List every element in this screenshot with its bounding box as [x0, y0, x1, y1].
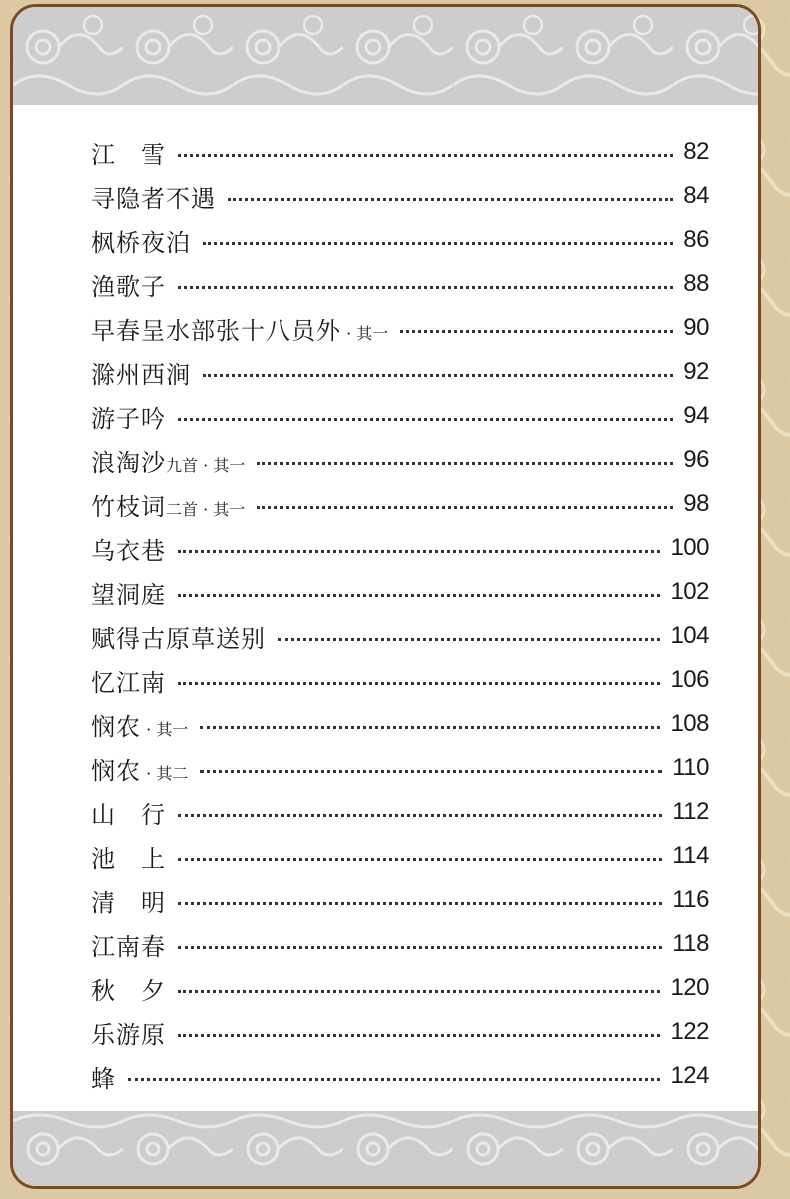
toc-entry-title: [91, 355, 191, 390]
toc-entry-subtitle: · 其二: [141, 763, 189, 783]
toc-entry-subtitle: 二首 · 其一: [166, 499, 246, 519]
toc-entry-title-text: 蜂: [91, 1064, 116, 1093]
toc-entry-title: [91, 399, 166, 434]
toc-entry-page-number: 84: [683, 182, 709, 209]
toc-entry-title: [91, 927, 166, 962]
toc-entry-page-number: 94: [683, 402, 709, 429]
toc-entry-subtitle: 九首 · 其一: [166, 455, 246, 475]
toc-entry-title-text: 清 明: [91, 888, 166, 917]
toc-entry-page-number: 120: [670, 974, 709, 1001]
dot-leader: [200, 726, 660, 729]
toc-entry[interactable]: [91, 356, 709, 388]
toc-entry-title-text: 渔歌子: [91, 272, 166, 301]
toc-entry-title: [91, 663, 166, 698]
toc-entry-page-number: 112: [672, 798, 709, 825]
dot-leader: [400, 330, 673, 333]
toc-entry[interactable]: [91, 664, 709, 696]
toc-entry-title-text: 悯农: [91, 712, 141, 741]
toc-entry-page-number: 124: [670, 1062, 709, 1089]
toc-entry-subtitle: · 其一: [141, 719, 189, 739]
top-ornament-band: [13, 7, 758, 105]
dot-leader: [178, 814, 662, 817]
toc-entry-title: [91, 839, 166, 874]
toc-entry[interactable]: [91, 224, 709, 256]
toc-entry[interactable]: [91, 180, 709, 212]
dot-leader: [178, 902, 662, 905]
dot-leader: [178, 990, 660, 993]
toc-entry-page-number: 86: [683, 226, 709, 253]
toc-entry[interactable]: [91, 312, 709, 344]
dot-leader: [257, 462, 673, 465]
dot-leader: [203, 242, 673, 245]
toc-entry[interactable]: [91, 1060, 709, 1092]
toc-entry[interactable]: [91, 884, 709, 916]
toc-entry-title: [91, 179, 216, 214]
toc-entry-title-text: 乌衣巷: [91, 536, 166, 565]
dot-leader: [203, 374, 673, 377]
toc-card: [10, 4, 761, 1189]
toc-entry[interactable]: [91, 576, 709, 608]
toc-entry[interactable]: [91, 972, 709, 1004]
toc-entry-title-text: 游子吟: [91, 404, 166, 433]
cloud-scroll-ornament: [13, 1111, 758, 1186]
toc-entry[interactable]: [91, 928, 709, 960]
toc-entry[interactable]: [91, 268, 709, 300]
dot-leader: [178, 946, 662, 949]
dot-leader: [178, 286, 673, 289]
toc-entry-page-number: 100: [670, 534, 709, 561]
bottom-ornament-band: [13, 1111, 758, 1186]
toc-entry-page-number: 98: [683, 490, 709, 517]
toc-entry[interactable]: [91, 796, 709, 828]
toc-entry[interactable]: [91, 1016, 709, 1048]
toc-entry-page-number: 88: [683, 270, 709, 297]
toc-entry[interactable]: [91, 488, 709, 520]
toc-entry-title: [91, 1059, 116, 1094]
dot-leader: [178, 858, 662, 861]
toc-entry-title-text: 江 雪: [91, 140, 166, 169]
toc-entry[interactable]: [91, 136, 709, 168]
toc-entry-title-text: 赋得古原草送别: [91, 624, 266, 653]
toc-entry-title: [91, 575, 166, 610]
dot-leader: [178, 418, 673, 421]
toc-entry-title: [91, 531, 166, 566]
toc-entry[interactable]: [91, 752, 709, 784]
dot-leader: [228, 198, 673, 201]
dot-leader: [178, 1034, 660, 1037]
toc-entry-page-number: 106: [670, 666, 709, 693]
toc-entry-page-number: 108: [670, 710, 709, 737]
toc-entry-page-number: 122: [670, 1018, 709, 1045]
toc-entry-title: [91, 135, 166, 170]
toc-entry-title-text: 乐游原: [91, 1020, 166, 1049]
toc-entry-page-number: 92: [683, 358, 709, 385]
toc-entry-page-number: 118: [672, 930, 709, 957]
toc-entry-title-text: 竹枝词: [91, 492, 166, 521]
toc-entry-title: [91, 487, 245, 522]
dot-leader: [178, 154, 673, 157]
toc-entry-title-text: 山 行: [91, 800, 166, 829]
cloud-scroll-ornament: [13, 7, 758, 105]
toc-entry[interactable]: [91, 840, 709, 872]
toc-entry-title: [91, 751, 188, 786]
toc-entry-title: [91, 707, 188, 742]
toc-entry[interactable]: [91, 400, 709, 432]
toc-entry[interactable]: [91, 532, 709, 564]
toc-entry-title: [91, 267, 166, 302]
toc-entry-page-number: 102: [670, 578, 709, 605]
toc-entry-title-text: 秋 夕: [91, 976, 166, 1005]
toc-entry-title: [91, 971, 166, 1006]
toc-entry-page-number: 110: [672, 754, 709, 781]
toc-entry-title-text: 忆江南: [91, 668, 166, 697]
toc-entry[interactable]: [91, 444, 709, 476]
toc-entry-title: [91, 795, 166, 830]
toc-entry-title-text: 早春呈水部张十八员外: [91, 316, 341, 345]
dot-leader: [257, 506, 673, 509]
toc-entry-page-number: 104: [670, 622, 709, 649]
toc-entry-page-number: 96: [683, 446, 709, 473]
toc-entry-title: [91, 311, 388, 346]
toc-entry-page-number: 82: [683, 138, 709, 165]
dot-leader: [178, 550, 660, 553]
toc-entry-title: [91, 1015, 166, 1050]
dot-leader: [200, 770, 662, 773]
toc-entry-title-text: 池 上: [91, 844, 166, 873]
toc-entry-title-text: 枫桥夜泊: [91, 228, 191, 257]
toc-entry-title: [91, 883, 166, 918]
toc-entry-title-text: 望洞庭: [91, 580, 166, 609]
toc-entry-page-number: 90: [683, 314, 709, 341]
toc-entry-title: [91, 443, 245, 478]
dot-leader: [178, 594, 660, 597]
toc-entry-title-text: 悯农: [91, 756, 141, 785]
toc-entry[interactable]: [91, 708, 709, 740]
dot-leader: [278, 638, 660, 641]
toc-entry-title: [91, 619, 266, 654]
toc-entry-title-text: 滁州西涧: [91, 360, 191, 389]
toc-entry-page-number: 114: [672, 842, 709, 869]
toc-entry-subtitle: · 其一: [341, 323, 389, 343]
toc-entry-title-text: 寻隐者不遇: [91, 184, 216, 213]
toc-entry-title-text: 浪淘沙: [91, 448, 166, 477]
dot-leader: [178, 682, 660, 685]
toc-entry-page-number: 116: [672, 886, 709, 913]
dot-leader: [128, 1078, 660, 1081]
toc-entry-title: [91, 223, 191, 258]
toc-entry[interactable]: [91, 620, 709, 652]
toc-entry-title-text: 江南春: [91, 932, 166, 961]
